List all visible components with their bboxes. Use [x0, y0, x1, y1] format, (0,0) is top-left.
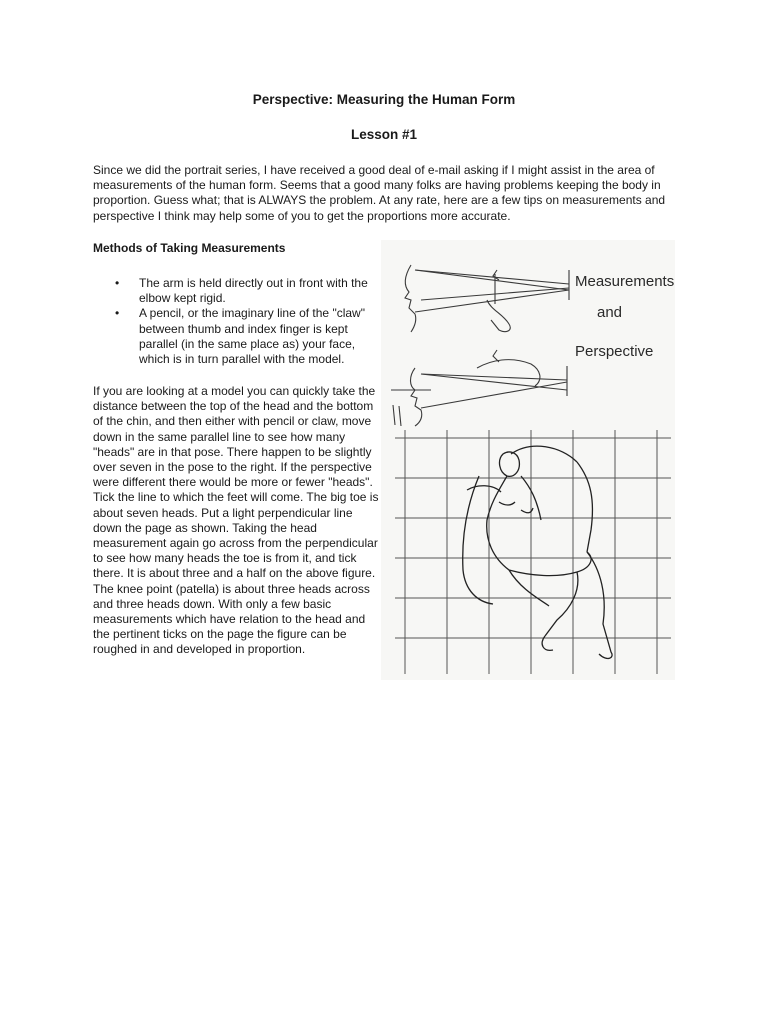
list-item [93, 276, 383, 306]
page-title: Perspective: Measuring the Human Form [252, 92, 516, 107]
figure-label-and: and [597, 304, 623, 321]
body-paragraph: If you are looking at a model you can quickly take the distance between the top of the head and the bottom of the chin, and then either with pencil or claw, move down in the same parallel line to see how many "heads" are in that pose. There happen to be slightly over seven in the pose to the right. If the perspective were different there would be more or fewer "heads". Tick the line to which the feet will come. The big toe is about seven heads. Put a light perpendicular line down the page as shown. Taking the head measurement again go across from the perpendicular to see how many heads the toe is from it, and tick there. It is about three and a half on the above figure. The knee point (patella) is about three heads across and three heads down. With only a few basic measurements which have relation to the head and the pertinent ticks on the page the figure can be roughed in and developed in proportion. [93, 384, 379, 657]
bullet-list [93, 276, 383, 367]
lesson-subtitle: Lesson #1 [350, 127, 418, 142]
intro-paragraph: Since we did the portrait series, I have received a good deal of e-mail asking if I might assist in the area of measurements of the human form. Seems that a good many folks are having problems keeping the body in proportion. Guess what; that is ALWAYS the problem. At any rate, here are a few tips on measurements and perspective I think may help some of you to get the proportions more accurate. [93, 163, 666, 223]
measurement-illustration [381, 240, 675, 680]
section-heading: Methods of Taking Measurements [93, 241, 286, 255]
bullet-text: A pencil, or the imaginary line of the "claw" between thumb and index finger is kept parallel (in the same place as) your face, which is in turn parallel with the model. [139, 306, 365, 367]
figure-label-measurements: Measurements [575, 273, 675, 290]
bullet-text: The arm is held directly out in front with the elbow kept rigid. [139, 276, 368, 306]
bullet-icon: • [115, 276, 120, 290]
sketch-drawing [381, 240, 675, 680]
bullet-icon: • [115, 306, 120, 321]
list-item [93, 306, 383, 367]
figure-label-perspective: Perspective [575, 343, 654, 360]
